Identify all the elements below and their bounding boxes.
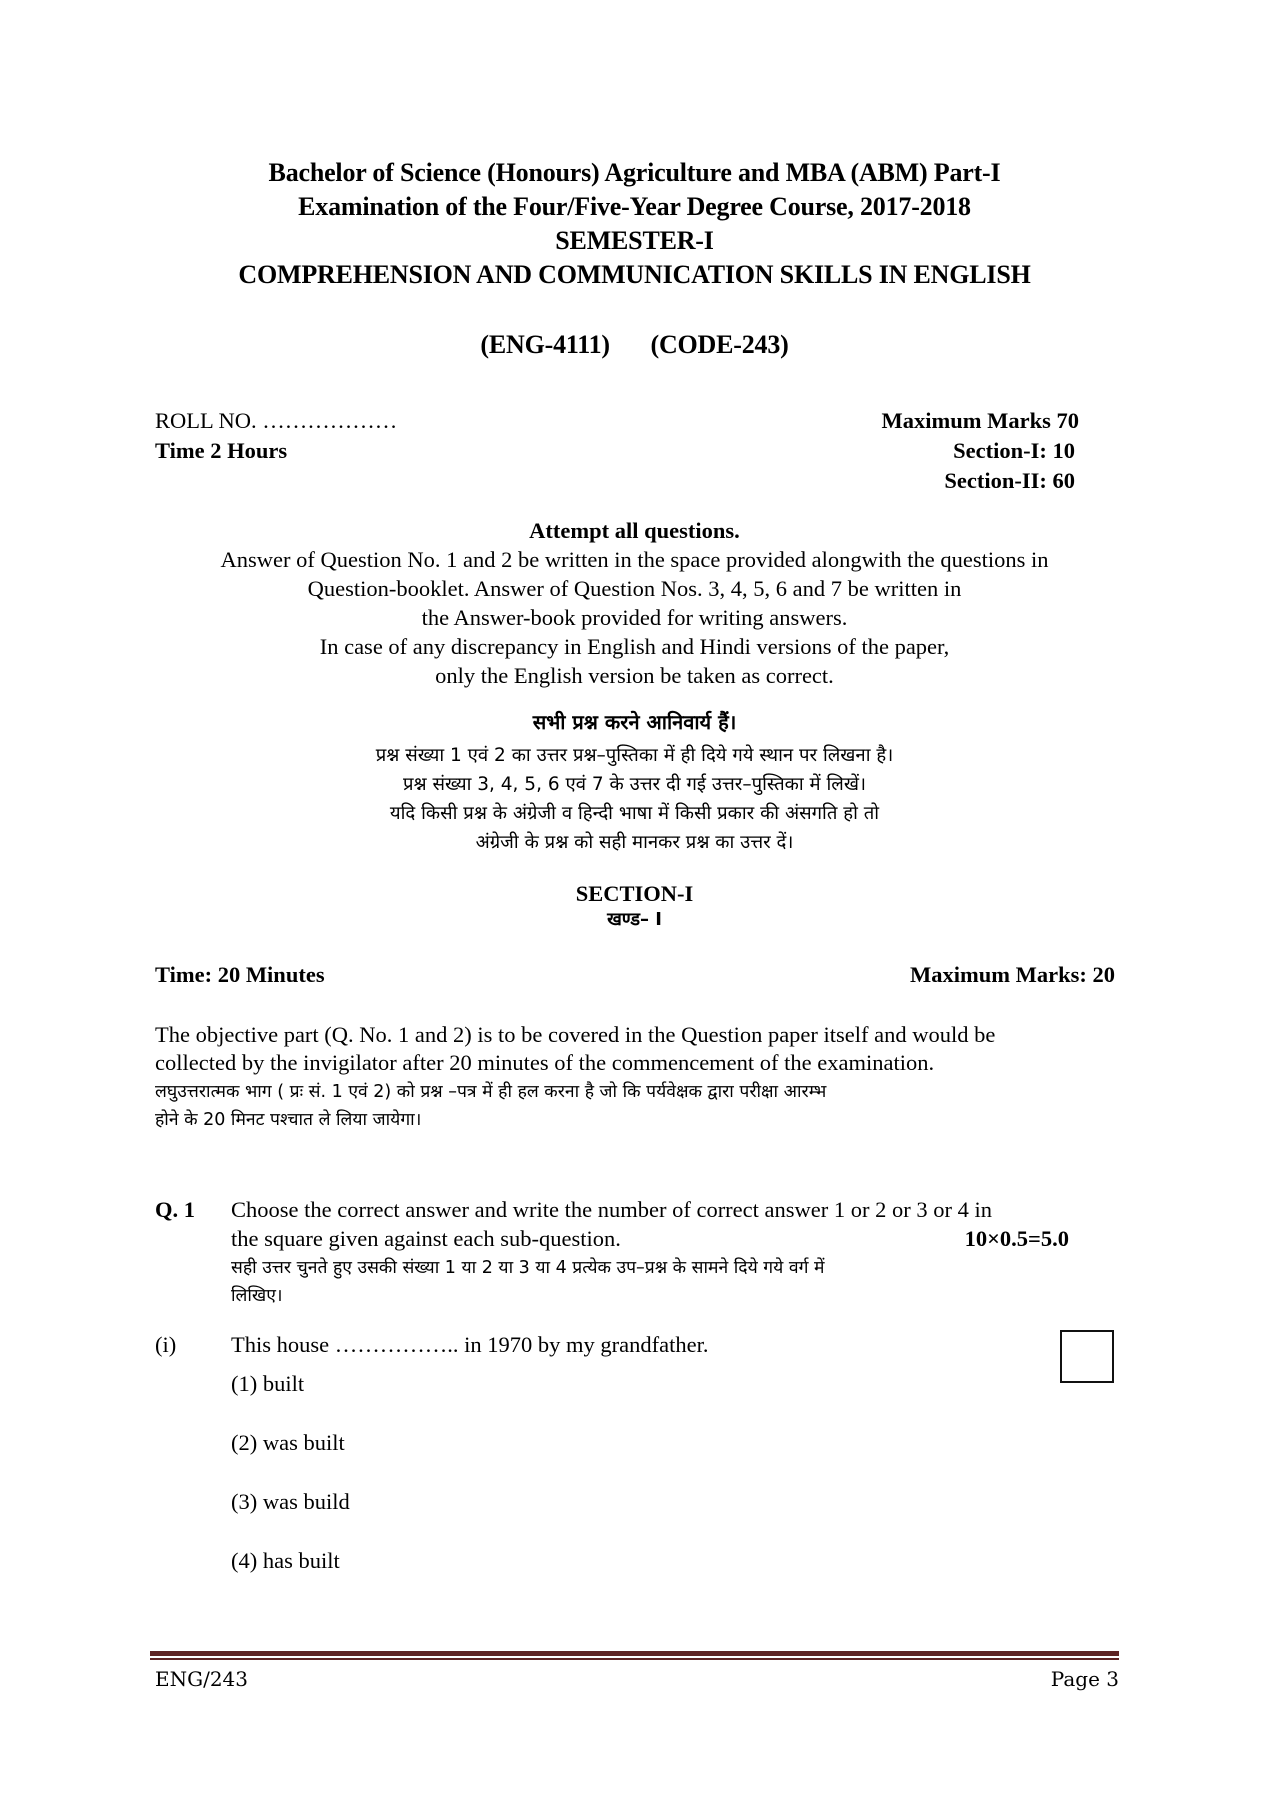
- objective-note-hindi-line: लघुउत्तरात्मक भाग ( प्रः सं. 1 एवं 2) को प्रश्न –पत्र में ही हल करना है जो कि पर्यवेक्षक द्वारा परीक्षा आरम्भ: [155, 1082, 827, 1102]
- hindi-instruction-line: प्रश्न संख्या 3, 4, 5, 6 एवं 7 के उत्तर दी गई उत्तर–पुस्तिका में लिखें।: [403, 774, 866, 795]
- instructions-heading: Attempt all questions.: [529, 518, 740, 543]
- instruction-line: Question-booklet. Answer of Question Nos. 3, 4, 5, 6 and 7 be written in: [307, 576, 962, 601]
- course-code: (ENG-4111): [480, 330, 610, 359]
- question-number: Q. 1: [155, 1197, 196, 1222]
- section1-time: Time: 20 Minutes: [155, 962, 325, 987]
- option-2: (2) was built: [231, 1430, 345, 1455]
- question-text-line: Choose the correct answer and write the number of correct answer 1 or 2 or 3 or 4 in: [231, 1197, 992, 1222]
- paper-code: (CODE-243): [650, 330, 789, 359]
- footer-rule-thick: [150, 1651, 1119, 1656]
- title-line-2: Examination of the Four/Five-Year Degree Course, 2017-2018: [298, 192, 971, 221]
- answer-box[interactable]: [1060, 1330, 1114, 1383]
- objective-note-line: The objective part (Q. No. 1 and 2) is to be covered in the Question paper itself and would be: [155, 1022, 996, 1047]
- page-number: Page 3: [1050, 1667, 1119, 1691]
- instruction-line: the Answer-book provided for writing answers.: [421, 605, 848, 630]
- course-codes: [0, 328, 1269, 362]
- section1-marks: Section-I: 10: [953, 438, 1075, 463]
- hindi-instructions-heading: सभी प्रश्न करने आनिवार्य हैं।: [532, 710, 737, 734]
- option-4: (4) has built: [231, 1548, 340, 1573]
- question-hindi-line: सही उत्तर चुनते हुए उसकी संख्या 1 या 2 या 3 या 4 प्रत्येक उप–प्रश्न के सामने दिये गये वर्ग में: [231, 1258, 825, 1278]
- sub-question-label: (i): [155, 1332, 177, 1357]
- roll-no-label: ROLL NO. ………………: [155, 408, 398, 433]
- objective-note-hindi-line: होने के 20 मिनट पश्चात ले लिया जायेगा।: [155, 1110, 422, 1130]
- option-3: (3) was build: [231, 1489, 350, 1514]
- question-text-line: the square given against each sub-question.: [231, 1226, 621, 1251]
- hindi-instruction-line: अंग्रेजी के प्रश्न को सही मानकर प्रश्न का उत्तर दें।: [475, 832, 794, 853]
- question-hindi-line: लिखिए।: [231, 1286, 283, 1306]
- question-marks: 10×0.5=5.0: [964, 1226, 1069, 1251]
- objective-note-line: collected by the invigilator after 20 minutes of the commencement of the examination.: [155, 1050, 935, 1075]
- section1-heading: SECTION-I: [575, 881, 694, 906]
- exam-time: Time 2 Hours: [155, 438, 288, 463]
- hindi-instruction-line: प्रश्न संख्या 1 एवं 2 का उत्तर प्रश्न–पुस्तिका में ही दिये गये स्थान पर लिखना है।: [375, 745, 894, 766]
- option-1: (1) built: [231, 1371, 305, 1396]
- section1-max-marks: Maximum Marks: 20: [910, 962, 1115, 987]
- sub-question-text: This house …………….. in 1970 by my grandfather.: [231, 1332, 709, 1357]
- section1-hindi-heading: खण्ड– I: [607, 909, 662, 930]
- footer-code: ENG/243: [155, 1667, 248, 1691]
- title-line-1: Bachelor of Science (Honours) Agriculture and MBA (ABM) Part-I: [268, 158, 1001, 187]
- max-marks: Maximum Marks 70: [881, 408, 1079, 433]
- section2-marks: Section-II: 60: [944, 468, 1075, 493]
- instruction-line: Answer of Question No. 1 and 2 be written in the space provided alongwith the questions in: [220, 547, 1049, 572]
- footer-rule-thin: [150, 1658, 1119, 1660]
- title-line-4: COMPREHENSION AND COMMUNICATION SKILLS IN ENGLISH: [238, 260, 1031, 289]
- title-line-3: SEMESTER-I: [555, 226, 714, 255]
- instruction-line: In case of any discrepancy in English and Hindi versions of the paper,: [319, 634, 950, 659]
- instruction-line: only the English version be taken as correct.: [435, 663, 834, 688]
- hindi-instruction-line: यदि किसी प्रश्न के अंग्रेजी व हिन्दी भाषा में किसी प्रकार की अंसगति हो तो: [389, 803, 880, 824]
